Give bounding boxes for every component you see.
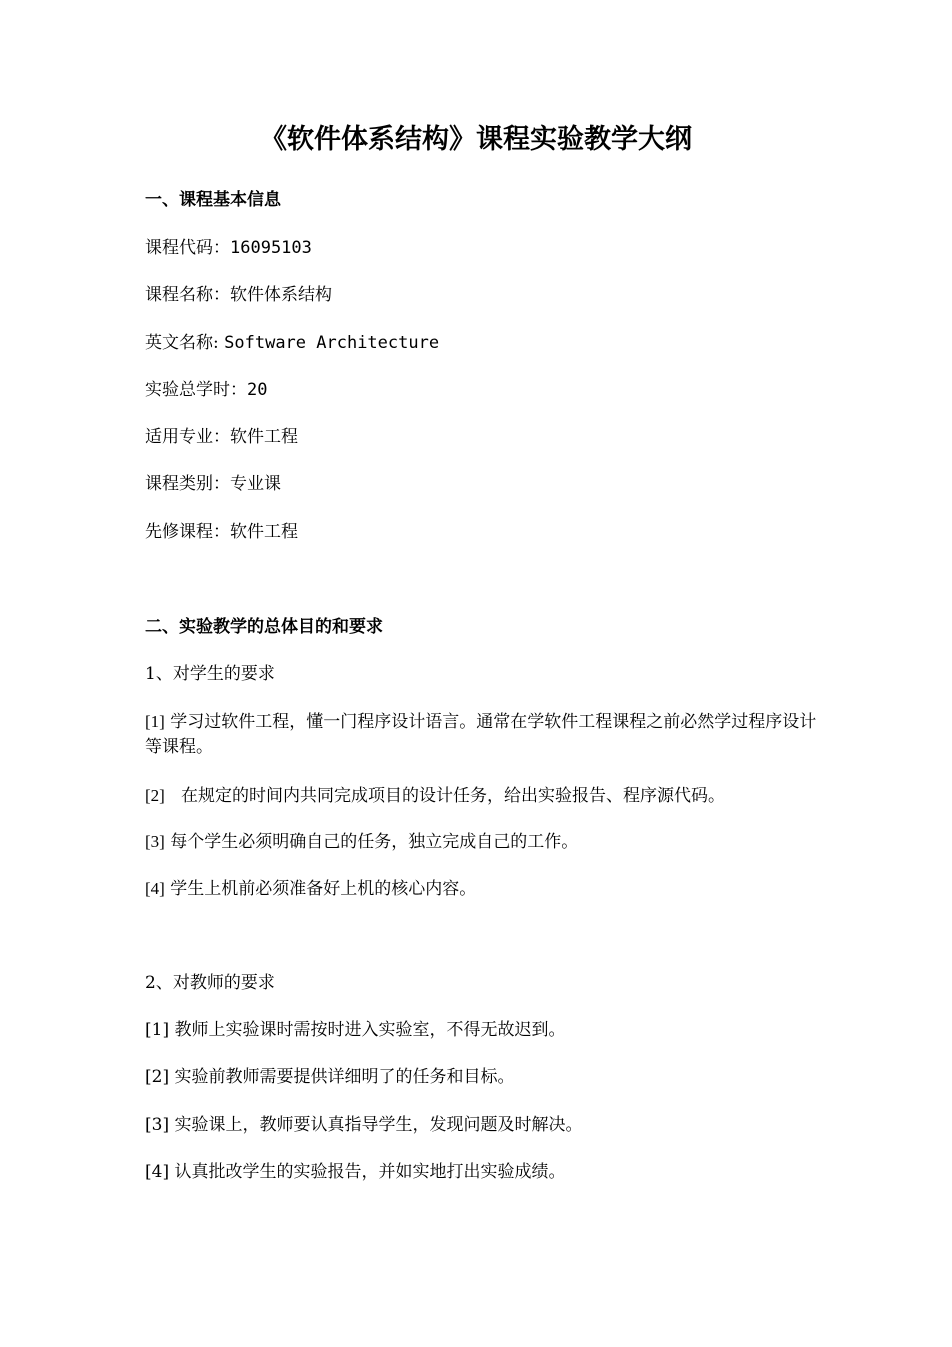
item-number: [2]: [145, 786, 165, 805]
item-text: 实验前教师需要提供详细明了的任务和目标。: [174, 1067, 515, 1087]
teacher-requirements-subheading: 2、对教师的要求: [145, 973, 275, 993]
item-number: [4]: [145, 879, 165, 898]
section-heading-goals: 二、实验教学的总体目的和要求: [145, 617, 383, 637]
prerequisite-course: 先修课程：软件工程: [145, 522, 298, 542]
course-code: [145, 236, 312, 260]
applicable-major: 适用专业：软件工程: [145, 427, 298, 447]
item-text: 学习过软件工程，懂一门程序设计语言。通常在学软件工程课程之前必然学过程序设计等课程。: [145, 712, 817, 757]
item-number: [1]: [145, 712, 165, 731]
teacher-requirement-item: [145, 1113, 583, 1137]
student-requirement-item: [145, 783, 817, 809]
item-text: 学生上机前必须准备好上机的核心内容。: [170, 879, 477, 899]
teacher-requirement-item: [145, 1018, 566, 1042]
english-name-value: Software Architecture: [224, 333, 440, 353]
student-requirements-subheading: 1、对学生的要求: [145, 664, 275, 684]
item-number: [4]: [145, 1162, 170, 1182]
teacher-requirement-item: [145, 1160, 566, 1184]
course-category: 课程类别：专业课: [145, 474, 281, 494]
item-text: 每个学生必须明确自己的任务，独立完成自己的工作。: [170, 832, 579, 852]
course-code-label: 课程代码：: [145, 238, 230, 258]
total-hours-label: 实验总学时：: [145, 380, 247, 400]
item-number: [1]: [145, 1020, 170, 1040]
total-hours: [145, 378, 267, 402]
english-name-label: 英文名称:: [145, 333, 219, 353]
item-text: 实验课上，教师要认真指导学生，发现问题及时解决。: [174, 1115, 583, 1135]
teacher-requirement-item: [145, 1065, 515, 1089]
section-heading-basic-info: 一、课程基本信息: [145, 190, 281, 210]
item-text: 在规定的时间内共同完成项目的设计任务，给出实验报告、程序源代码。: [181, 786, 726, 806]
item-text: 教师上实验课时需按时进入实验室，不得无故迟到。: [174, 1020, 566, 1040]
course-code-value: 16095103: [230, 238, 312, 258]
course-name: 课程名称：软件体系结构: [145, 285, 332, 305]
student-requirement-item: [145, 876, 817, 902]
english-name: [145, 331, 439, 355]
student-requirement-item: [145, 709, 817, 760]
item-text: 认真批改学生的实验报告，并如实地打出实验成绩。: [174, 1162, 566, 1182]
student-requirement-item: [145, 829, 817, 855]
document-title: 《软件体系结构》课程实验教学大纲: [260, 124, 692, 155]
item-number: [2]: [145, 1067, 170, 1087]
item-number: [3]: [145, 1115, 170, 1135]
item-number: [3]: [145, 832, 165, 851]
total-hours-value: 20: [247, 380, 268, 400]
